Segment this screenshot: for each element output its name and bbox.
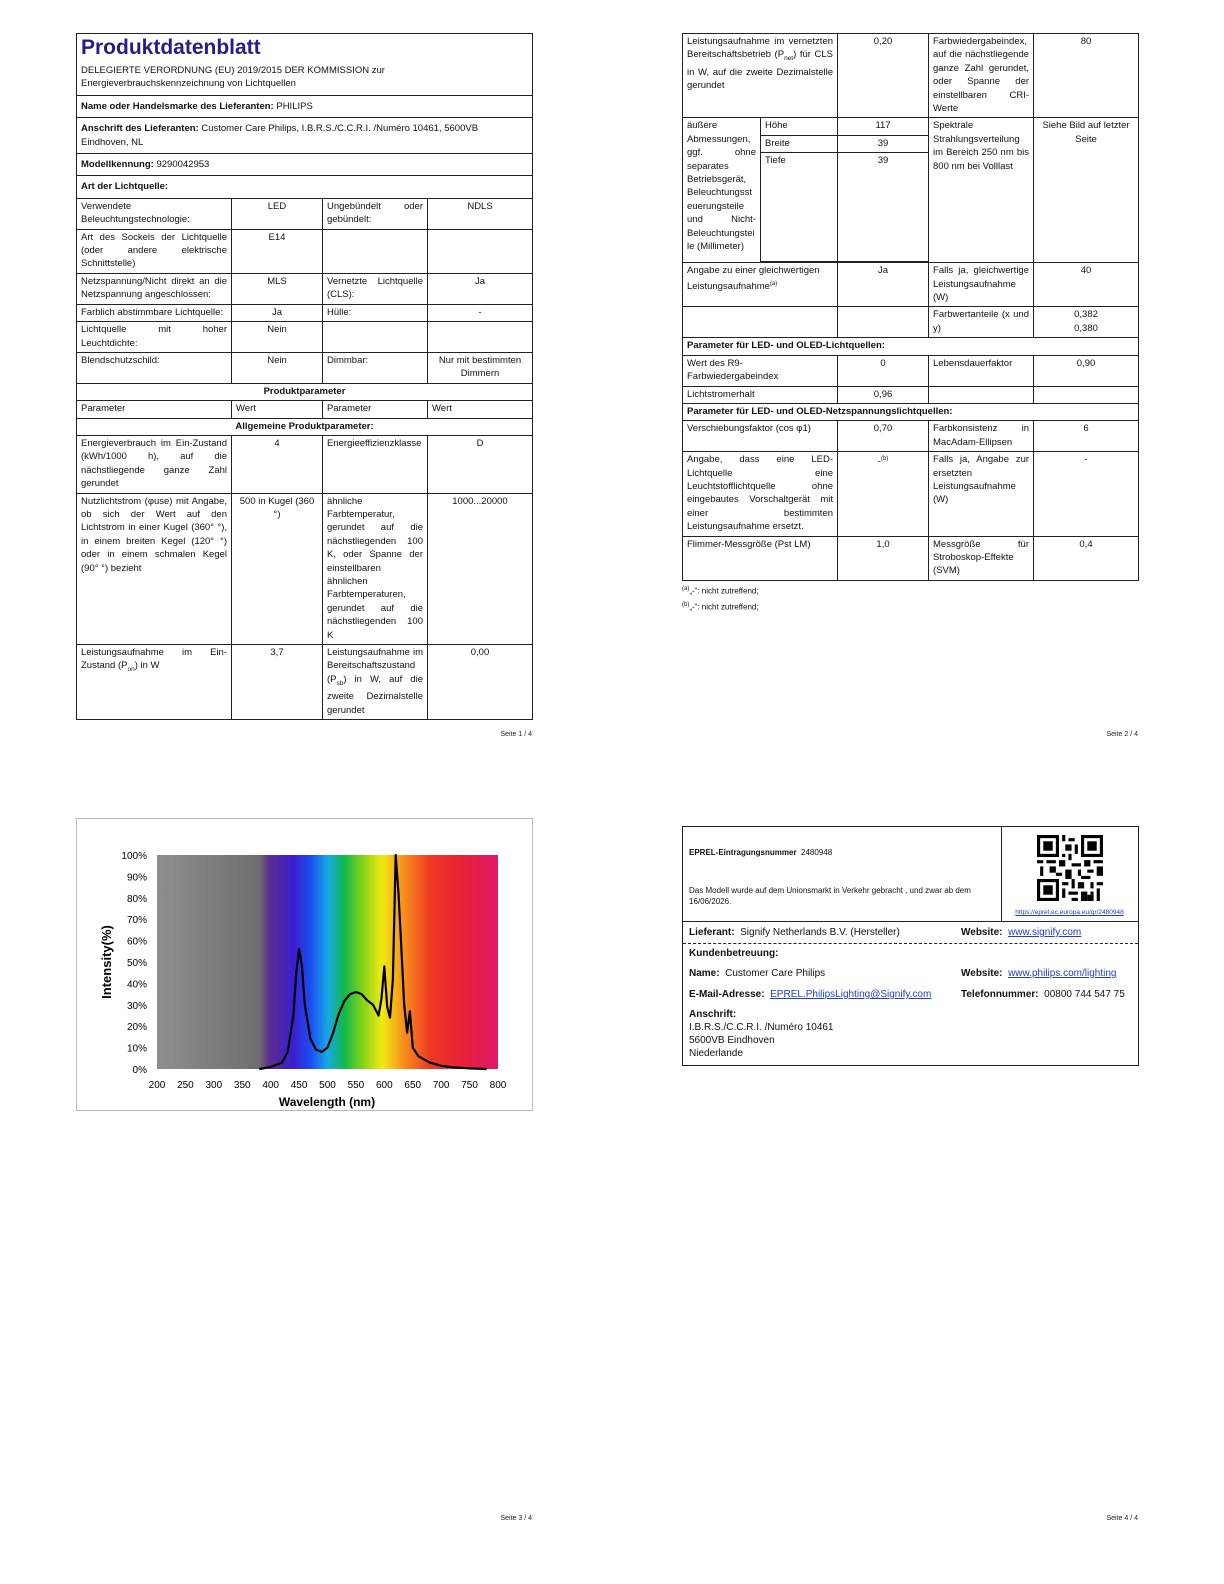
x-tick-label: 300 [205, 1080, 223, 1091]
page-2 [682, 33, 1138, 614]
value-cell: 39 [838, 135, 929, 152]
param-cell: Farbwiedergabeindex, auf die nächstliegende ganze Zahl gerundet, oder Spanne der einstellbaren CRI-Werte [929, 34, 1034, 118]
page-footer: Seite 4 / 4 [1106, 1515, 1138, 1522]
x-tick-label: 350 [233, 1080, 251, 1091]
value-cell: 1000...20000 [428, 493, 533, 644]
dimension-name: Tiefe [761, 153, 838, 262]
table-row [683, 355, 1139, 386]
eprel-number: 2480948 [801, 848, 833, 857]
param-cell: Flimmer-Messgröße (Pst LM) [683, 536, 838, 580]
param-cell: Leistungsaufnahme im Bereitschaftszustand $(P_{sb})$ in W, auf die zweite Dezimalstelle gerundet [323, 645, 428, 720]
table-row [77, 352, 533, 383]
phone-number: 00800 744 547 75 [1044, 989, 1125, 1000]
value-cell: 0,00 [428, 645, 533, 720]
param-cell: Farbkonsistenz in MacAdam-Ellipsen [929, 421, 1034, 452]
product-datasheet-table [76, 33, 533, 720]
y-tick-label: 0% [132, 1065, 147, 1076]
website-label: Website: [961, 927, 1003, 938]
supplier-label: Name oder Handelsmarke des Lieferanten: [81, 100, 274, 112]
column-header: Parameter [323, 401, 428, 418]
value-cell: D [428, 435, 533, 493]
spectrum-chart-frame [76, 818, 533, 1111]
email-label: E-Mail-Adresse: [689, 989, 765, 1000]
value-cell: -$^{(b)}$ [838, 452, 929, 536]
table-row [77, 322, 533, 353]
table-row [77, 198, 533, 229]
x-tick-label: 450 [290, 1080, 308, 1091]
x-tick-label: 800 [489, 1080, 507, 1091]
spectrum-chart [77, 819, 532, 1110]
x-tick-label: 250 [177, 1080, 194, 1091]
param-cell: Falls ja, gleichwertige Leistungsaufnahme (W) [929, 263, 1034, 307]
x-tick-label: 500 [319, 1080, 336, 1091]
value-cell [428, 322, 533, 353]
x-tick-label: 650 [404, 1080, 422, 1091]
param-cell: Falls ja, Angabe zur ersetzten Leistungsaufnahme (W) [929, 452, 1034, 536]
email-link[interactable]: EPREL.PhilipsLighting@Signify.com [770, 989, 932, 1000]
value-cell: MLS [232, 273, 323, 304]
model-label: Modellkennung: [81, 159, 154, 171]
page-footer: Seite 3 / 4 [500, 1515, 532, 1522]
value-cell: 500 in Kugel (360 °) [232, 493, 323, 644]
param-cell: Energieverbrauch im Ein-Zustand (kWh/1000 h), auf die nächstliegende ganze Zahl gerundet [77, 435, 232, 493]
x-axis-label: Wavelength (nm) [278, 1095, 376, 1109]
supplier-website-link[interactable]: www.signify.com [1008, 927, 1082, 938]
market-text: Das Modell wurde auf dem Unionsmarkt in Verkehr gebracht , und zwar ab dem 16/06/2026. [689, 886, 971, 906]
model-value: 9290042953 [156, 159, 210, 171]
param-cell: Lebensdauerfaktor [929, 355, 1034, 386]
y-tick-label: 20% [126, 1022, 147, 1034]
value-cell: Siehe Bild auf letzter Seite [1034, 118, 1139, 263]
table-row [77, 304, 533, 321]
x-tick-label: 200 [148, 1080, 166, 1091]
y-tick-label: 40% [126, 979, 147, 991]
address-label: Anschrift des Lieferanten: [81, 123, 199, 135]
qr-link[interactable]: https://eprel.ec.europa.eu/qr/2480948 [1015, 909, 1124, 916]
supplier-name: Signify Netherlands B.V. (Hersteller) [740, 927, 900, 938]
light-source-type-label: Art der Lichtquelle: [77, 176, 533, 198]
value-cell: 0 [838, 355, 929, 386]
table-row [77, 273, 533, 304]
table-row [683, 452, 1139, 536]
name-label: Name: [689, 968, 720, 979]
param-cell: Lichtquelle mit hoher Leuchtdichte: [77, 322, 232, 353]
value-cell: 0,90 [1034, 355, 1139, 386]
address-line: 5600VB Eindhoven [689, 1035, 775, 1046]
x-tick-label: 550 [347, 1080, 365, 1091]
eprel-section [683, 827, 1002, 921]
x-tick-label: 400 [262, 1080, 280, 1091]
value-cell: 39 [838, 153, 929, 262]
table-row [683, 421, 1139, 452]
eprel-label: EPREL-Eintragungsnummer [689, 848, 797, 857]
param-cell: äußere Abmessungen, ggf. ohne separates Betriebsgerät, Beleuchtungssteuerungsteile und Nicht-Beleuchtungsteile (Millimeter) [683, 118, 761, 263]
value-cell: 40 [1034, 263, 1139, 307]
value-cell: 0,96 [838, 386, 929, 403]
value-cell: Ja [428, 273, 533, 304]
page-footer: Seite 2 / 4 [1106, 731, 1138, 738]
qr-section [1001, 827, 1138, 921]
value-cell: Nur mit bestimmten Dimmern [428, 352, 533, 383]
x-tick-label: 700 [432, 1080, 450, 1091]
param-cell: Wert des R9-Farbwiedergabeindex [683, 355, 838, 386]
footnote-b: $^{(b)}$„-“: nicht zutreffend; [682, 602, 759, 613]
param-cell: Verschiebungsfaktor (cos φ1) [683, 421, 838, 452]
value-cell: Nein [232, 352, 323, 383]
value-cell: 4 [232, 435, 323, 493]
website-label: Website: [961, 968, 1003, 979]
qr-code-icon [1037, 835, 1103, 901]
param-cell: Messgröße für Stroboskop-Effekte (SVM) [929, 536, 1034, 580]
page-title: Produktdatenblatt [81, 36, 261, 59]
param-cell: ähnliche Farbtemperatur, gerundet auf die nächstliegenden 100 K, oder Spanne der einstellbaren ähnlichen Farbtemperaturen, gerundet auf die nächstliegenden 100 K [323, 493, 428, 644]
dimension-name: Höhe [761, 118, 838, 135]
param-cell: Art des Sockels der Lichtquelle (oder andere elektrische Schnittstelle) [77, 229, 232, 273]
param-cell: Verwendete Beleuchtungstechnologie: [77, 198, 232, 229]
value-cell: 6 [1034, 421, 1139, 452]
page-footer: Seite 1 / 4 [500, 731, 532, 738]
value-cell [428, 229, 533, 273]
y-tick-label: 50% [126, 958, 147, 969]
x-tick-label: 600 [375, 1080, 393, 1091]
value-cell: Ja [838, 263, 929, 307]
param-cell: Netzspannung/Nicht direkt an die Netzspannung angeschlossen: [77, 273, 232, 304]
general-params-header: Allgemeine Produktparameter: [77, 418, 533, 435]
address-label: Anschrift: [689, 1009, 737, 1020]
care-website-link[interactable]: www.philips.com/lighting [1008, 968, 1117, 979]
table-row [683, 536, 1139, 580]
spectrum-background [157, 855, 498, 1069]
column-header: Parameter [77, 401, 232, 418]
y-tick-label: 80% [126, 893, 147, 905]
product-params-header: Produktparameter [77, 383, 533, 400]
value-cell: - [1034, 452, 1139, 536]
value-cell: 80 [1034, 34, 1139, 118]
value-cell: 0,70 [838, 421, 929, 452]
param-cell: Hülle: [323, 304, 428, 321]
param-cell: Ungebündelt oder gebündelt: [323, 198, 428, 229]
param-cell [323, 322, 428, 353]
param-cell: Farblich abstimmbare Lichtquelle: [77, 304, 232, 321]
footnote-a: $^{(a)}$„-“: nicht zutreffend; [682, 585, 759, 596]
value-cell: 117 [838, 118, 929, 135]
table-row [77, 493, 533, 644]
y-tick-label: 60% [126, 936, 147, 948]
table-row [683, 118, 1139, 135]
y-tick-label: 10% [126, 1043, 147, 1055]
table-row [683, 263, 1139, 307]
param-cell: Vernetzte Lichtquelle (CLS): [323, 273, 428, 304]
y-tick-label: 100% [121, 851, 147, 862]
param-cell: Spektrale Strahlungsverteilung im Bereich 250 nm bis 800 nm bei Volllast [929, 118, 1034, 263]
table-row [77, 645, 533, 720]
y-tick-label: 70% [126, 915, 147, 927]
table-row [77, 435, 533, 493]
dimension-name: Breite [761, 135, 838, 152]
x-tick-label: 750 [461, 1080, 478, 1091]
value-cell: 0,4 [1034, 536, 1139, 580]
phone-label: Telefonnummer: [961, 989, 1039, 1000]
value-cell: 1,0 [838, 536, 929, 580]
table-row [683, 307, 1139, 338]
value-cell: 0,382 0,380 [1034, 307, 1139, 338]
param-cell: Leistungsaufnahme im Ein-Zustand $(P_{on})$ in W [77, 645, 232, 720]
address-value: Customer Care Philips, I.B.R.S./C.C.R.I. /Numéro 10461, 5600VB Eindhoven, NL [81, 123, 479, 148]
regulation-text: DELEGIERTE VERORDNUNG (EU) 2019/2015 DER KOMMISSION zur Energieverbrauchskennzeichnung von Lichtquellen [81, 65, 385, 90]
value-cell: NDLS [428, 198, 533, 229]
param-cell: Farbwertanteile (x und y) [929, 307, 1034, 338]
param-cell: Angabe zu einer gleichwertigen Leistungsaufnahme$^{(a)}$ [683, 263, 838, 307]
table-header-row [77, 401, 533, 418]
value-cell: - [428, 304, 533, 321]
table-row [683, 34, 1139, 118]
mains-params-header: Parameter für LED- und OLED-Netzspannungslichtquellen: [683, 403, 1139, 420]
y-axis-label: Intensity(%) [99, 925, 114, 999]
y-tick-label: 90% [126, 872, 147, 884]
y-tick-label: 30% [126, 1000, 147, 1012]
param-cell: Energieeffizienzklasse [323, 435, 428, 493]
table-row [77, 229, 533, 273]
value-cell: 0,20 [838, 34, 929, 118]
customer-care-header: Kundenbetreuung: [689, 948, 779, 959]
param-cell: Dimmbar: [323, 352, 428, 383]
supplier-value: PHILIPS [276, 100, 313, 112]
column-header: Wert [428, 401, 533, 418]
address-line: Niederlande [689, 1048, 743, 1059]
value-cell: 3,7 [232, 645, 323, 720]
value-cell: Ja [232, 304, 323, 321]
value-cell: LED [232, 198, 323, 229]
param-cell: Nutzlichtstrom (φuse) mit Angabe, ob sich der Wert auf den Lichtstrom in einer Kugel (360° °), in einem breiten Kegel (120° °) oder in einem schmalen Kegel (90° °) bezieht [77, 493, 232, 644]
product-datasheet-table-continued [682, 33, 1139, 581]
param-cell: Angabe, dass eine LED-Lichtquelle eine Leuchtstofflichtquelle ohne eingebautes Vorschaltgerät mit einer bestimmten Leistungsaufnahme ersetzt. [683, 452, 838, 536]
eprel-info-box [682, 826, 1139, 1066]
param-cell: Lichtstromerhalt [683, 386, 838, 403]
table-row [683, 386, 1139, 403]
led-params-header: Parameter für LED- und OLED-Lichtquellen: [683, 338, 1139, 355]
column-header: Wert [232, 401, 323, 418]
address-block [689, 1021, 834, 1060]
address-line: I.B.R.S./C.C.R.I. /Numéro 10461 [689, 1022, 834, 1033]
param-cell [323, 229, 428, 273]
care-name: Customer Care Philips [725, 968, 826, 979]
page-1 [76, 33, 532, 720]
value-cell: Nein [232, 322, 323, 353]
param-cell: Leistungsaufnahme im vernetzten Bereitschaftsbetrieb $(P_{net})$ für CLS in W, auf die zweite Dezimalstelle gerundet [683, 34, 838, 118]
param-cell: Blendschutzschild: [77, 352, 232, 383]
value-cell: E14 [232, 229, 323, 273]
supplier-label: Lieferant: [689, 927, 735, 938]
